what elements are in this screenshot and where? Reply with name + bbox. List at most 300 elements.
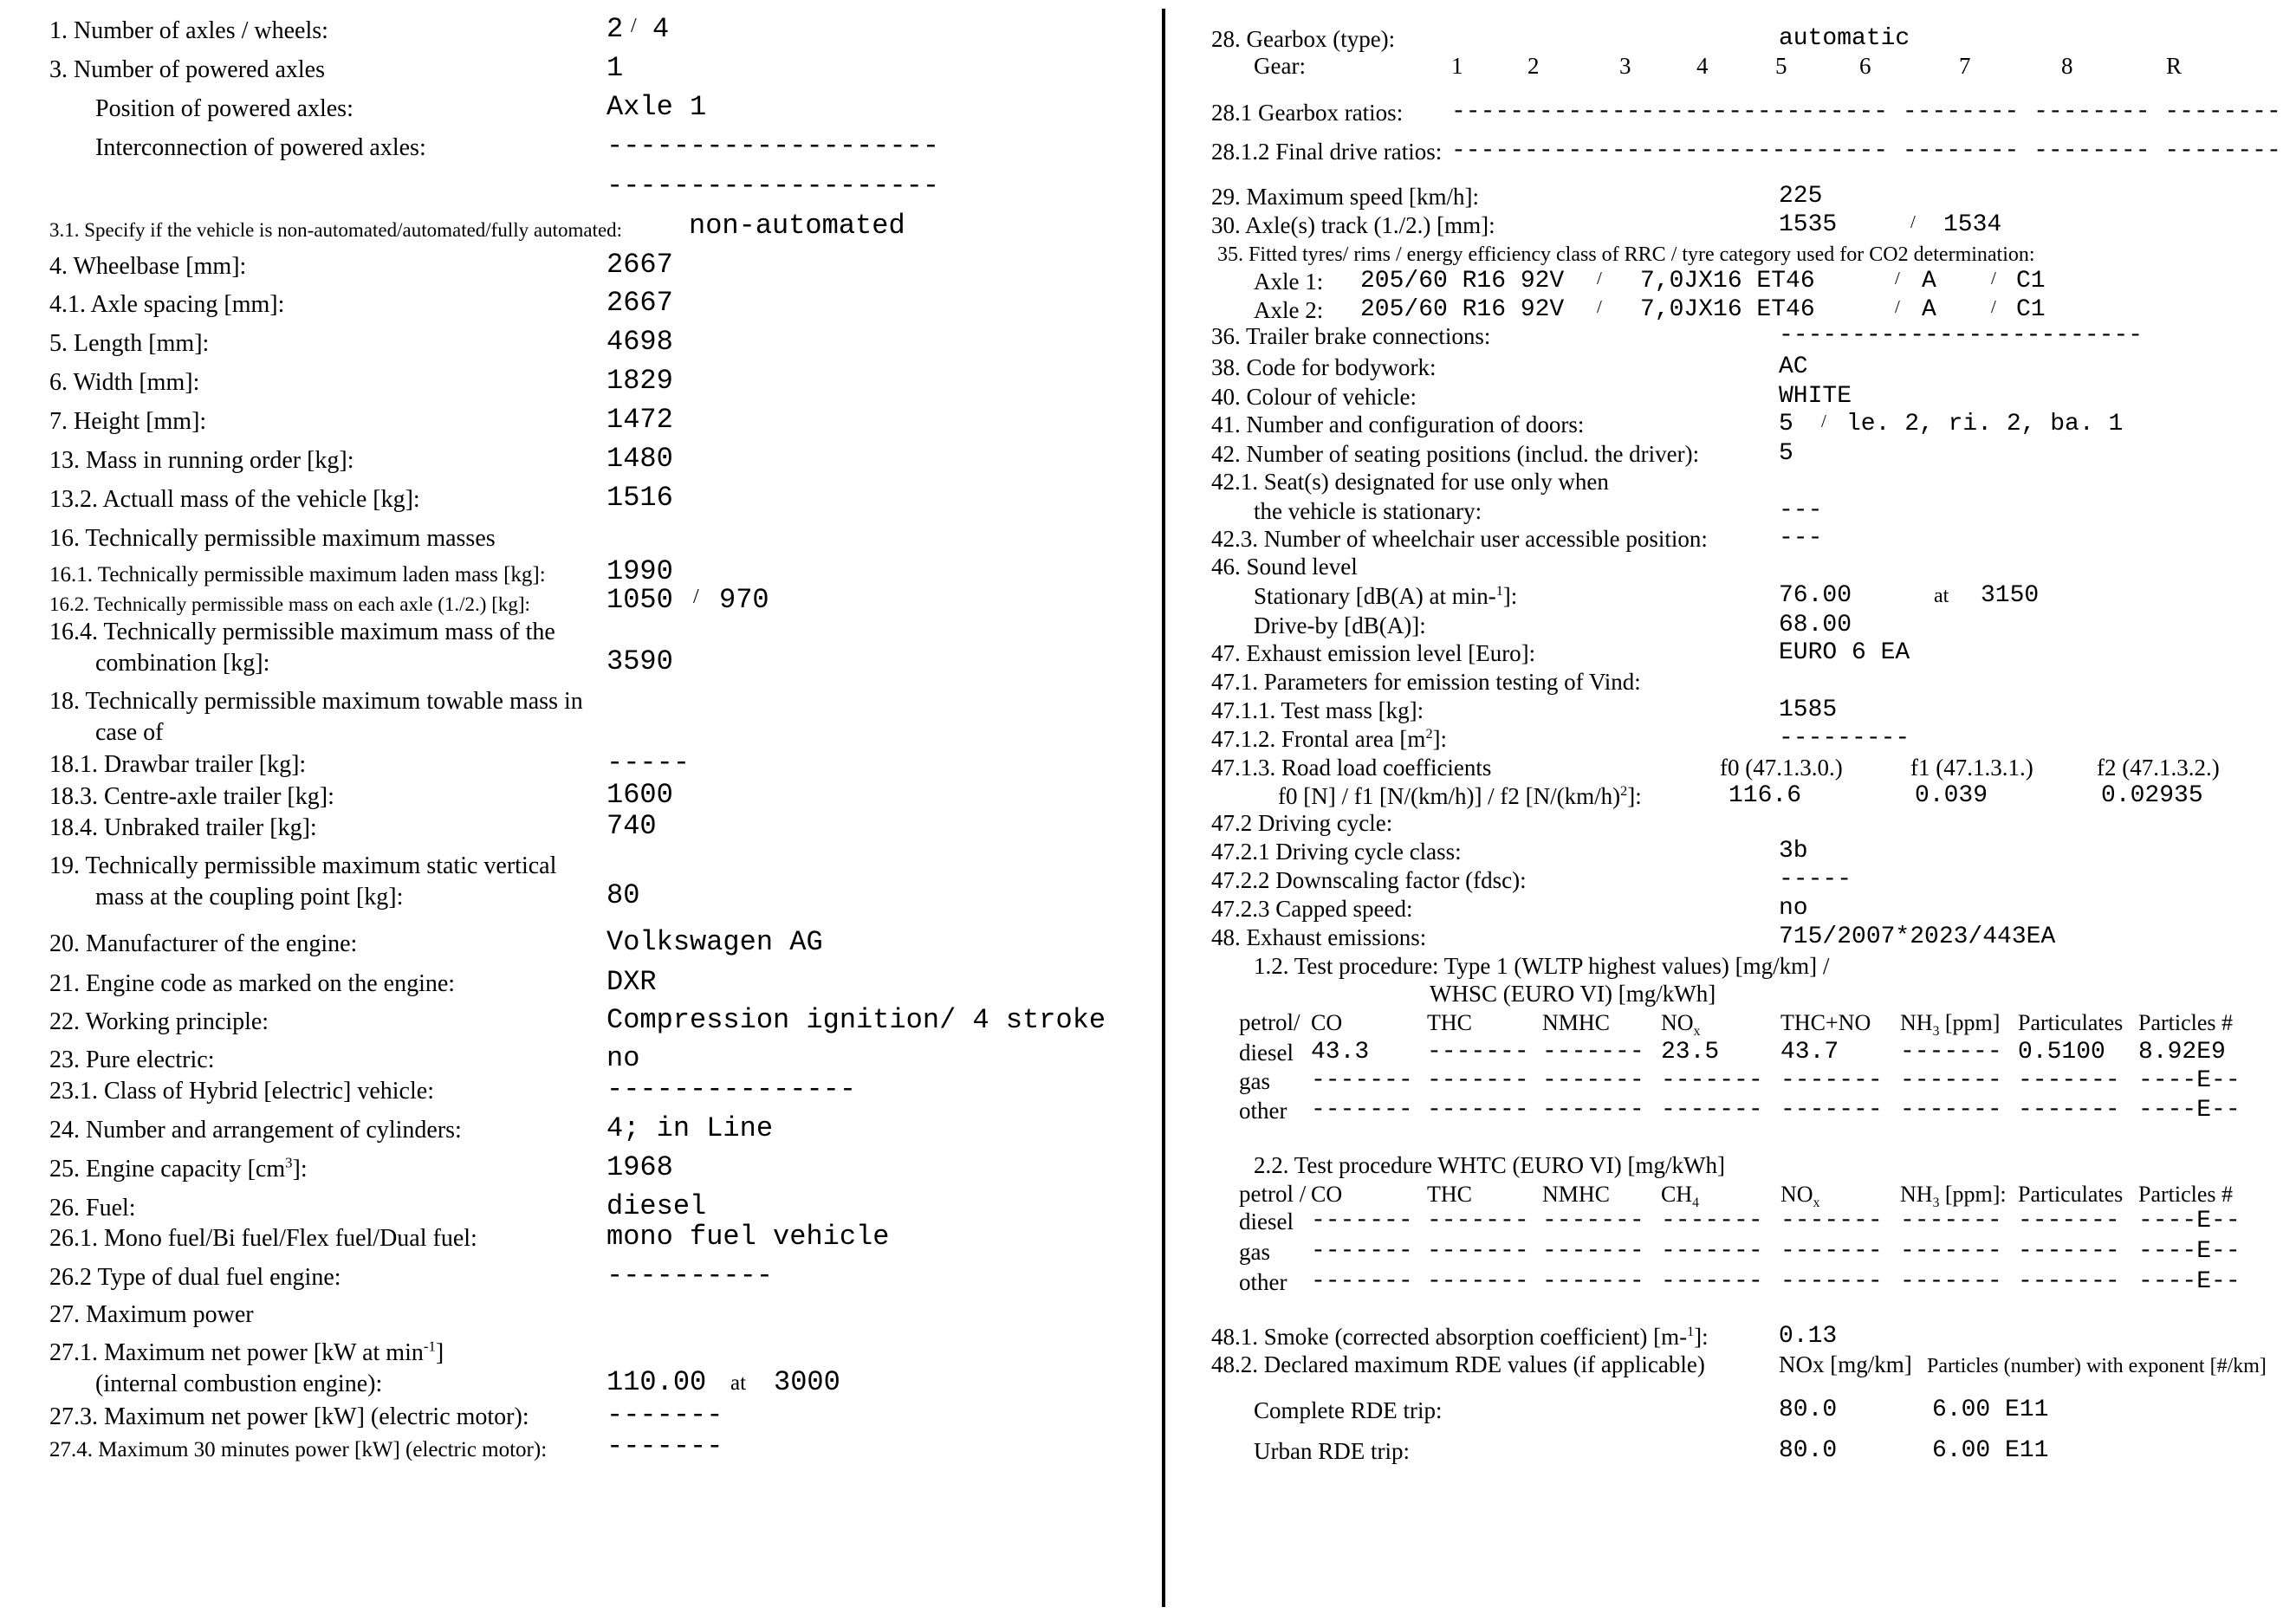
item-46-stationary-value-1: 76.00	[1779, 582, 1852, 609]
item-13-mass-running-order-value-1: 1480	[606, 443, 673, 475]
item-26-fuel-label: 26. Fuel:	[49, 1195, 136, 1221]
table-1-2-other-value-1: -------	[1311, 1097, 1413, 1124]
table-1-2-gas-value-3: -------	[1542, 1067, 1644, 1094]
table-1-2-gas-value-7: -------	[2018, 1067, 2120, 1094]
item-19-coupling-point-value	[49, 879, 1158, 915]
table-1-2-diesel-value-4: 23.5	[1661, 1039, 1720, 1066]
item-18-1-drawbar-trailer-label: 18.1. Drawbar trailer [kg]:	[49, 751, 307, 778]
table-2-2-gas-value-1: -------	[1311, 1238, 1413, 1265]
item-6-width	[49, 361, 1158, 400]
item-22-working-principle-label: 22. Working principle:	[49, 1008, 269, 1035]
item-3-powered-axles-label: 3. Number of powered axles	[49, 56, 326, 83]
table-1-2-header	[1211, 1011, 2296, 1040]
item-42-1-seats-stationary	[1211, 471, 2296, 499]
item-26-1-mono-fuel-value-1: mono fuel vehicle	[606, 1221, 890, 1253]
table-2-2-other-value-8: ----E--	[2138, 1268, 2241, 1295]
item-48-2-rde-header	[1211, 1351, 2296, 1382]
item-16-1-max-laden-mass-value-1: 1990	[606, 555, 673, 587]
table-1-2-header-value-6: $NH_3$ [ppm]	[1900, 1010, 2001, 1040]
item-46-stationary	[1211, 584, 2296, 613]
item-35-axle-1	[1211, 270, 2296, 299]
item-27-maximum-power-label: 27. Maximum power	[49, 1301, 254, 1328]
item-47-emission-level	[1211, 639, 2296, 671]
item-29-max-speed-value-1: 225	[1779, 183, 1823, 210]
table-2-2-other-value-7: -------	[2018, 1268, 2120, 1295]
item-4-1-axle-spacing-value-1: 2667	[606, 287, 673, 319]
item-28-gear-row-value-4: 4	[1696, 53, 1709, 79]
table-2-2-gas-value-5: -------	[1780, 1238, 1883, 1265]
item-47-2-1-cycle-class-label: 47.2.1 Driving cycle class:	[1211, 839, 1462, 865]
item-1-axles-wheels-value-2: /	[631, 15, 637, 37]
item-28-gearbox-type-value-1: automatic	[1779, 25, 1910, 52]
item-36-trailer-brake-label: 36. Trailer brake connections:	[1211, 323, 1491, 349]
item-28-1-2-final-drive-ratios-label: 28.1.2 Final drive ratios:	[1211, 139, 1443, 165]
item-16-1-max-laden-mass	[49, 556, 1158, 591]
item-47-1-parameters-label: 47.1. Parameters for emission testing of Vind:	[1211, 669, 1641, 695]
item-28-gear-row-value-1: 1	[1451, 53, 1463, 79]
item-18-4-unbraked-trailer	[49, 810, 1158, 846]
item-6-width-label: 6. Width [mm]:	[49, 369, 200, 396]
item-28-gear-row-value-8: 8	[2061, 53, 2073, 79]
item-42-seating-positions-value-1: 5	[1779, 440, 1793, 467]
item-27-1-ice-value	[49, 1366, 1158, 1402]
item-35-axle-1-value-7: C1	[2016, 268, 2046, 295]
item-16-2-mass-each-axle-value-2: /	[693, 586, 699, 608]
item-24-cylinders-label: 24. Number and arrangement of cylinders:	[49, 1117, 462, 1144]
item-48-2-2-test-procedure	[1211, 1128, 2296, 1183]
item-42-3-wheelchair	[1211, 525, 2296, 556]
item-1-axles-wheels	[49, 10, 1158, 49]
item-47-1-3-road-load-values-label: f0 [N] / f1 [N/(km/h)] / f2 $[N/(km/h)^2]$:	[1278, 783, 1642, 809]
table-2-2-diesel-value-8: ----E--	[2138, 1208, 2241, 1234]
item-42-1-seats-stationary-label: 42.1. Seat(s) designated for use only when	[1211, 469, 1609, 495]
table-2-2-header-value-3: NMHC	[1542, 1182, 1611, 1207]
table-2-2-other-value-3: -------	[1542, 1268, 1644, 1295]
item-18-case-of-label: case of	[95, 719, 164, 746]
table-1-2-other-value-6: -------	[1900, 1097, 2002, 1124]
table-2-2-diesel-value-5: -------	[1780, 1208, 1883, 1234]
item-41-doors-value-2: /	[1821, 411, 1826, 431]
item-41-doors-value-1: 5	[1779, 411, 1793, 437]
table-2-2-diesel-value-7: -------	[2018, 1208, 2120, 1234]
item-46-stationary-label: Stationary [dB(A) at min-$^1$]:	[1254, 583, 1518, 609]
item-48-1-2-test-procedure	[1211, 955, 2296, 983]
item-16-max-masses-label: 16. Technically permissible maximum masses	[49, 525, 496, 552]
table-2-2-header-value-6: $NH_3$ [ppm]:	[1900, 1182, 2007, 1211]
item-47-2-driving-cycle	[1211, 810, 2296, 840]
item-21-engine-code-label: 21. Engine code as marked on the engine:	[49, 970, 456, 997]
item-47-1-1-test-mass-value-1: 1585	[1779, 697, 1838, 723]
item-47-1-2-frontal-area-label: 47.1.2. Frontal area $[m^2]$:	[1211, 726, 1448, 752]
item-27-1-ice-value-value-2: at	[730, 1371, 747, 1395]
item-40-colour-value-1: WHITE	[1779, 383, 1852, 410]
table-1-2-diesel	[1211, 1040, 2296, 1070]
item-5-length-label: 5. Length [mm]:	[49, 330, 210, 357]
table-2-2-diesel	[1211, 1208, 2296, 1239]
item-7-height-value-1: 1472	[606, 404, 673, 436]
item-3-powered-axles-value-1: 1	[606, 52, 624, 84]
item-28-1-gearbox-ratios-label: 28.1 Gearbox ratios:	[1211, 100, 1404, 126]
item-35-axle-1-value-5: A	[1922, 268, 1936, 295]
item-22-working-principle-value-1: Compression ignition/ 4 stroke	[606, 1004, 1106, 1036]
item-48-exhaust-emissions-label: 48. Exhaust emissions:	[1211, 924, 1427, 950]
item-48-2-urban-rde	[1211, 1428, 2296, 1468]
item-38-bodywork-code-value-1: AC	[1779, 353, 1808, 380]
table-1-2-diesel-value-3: -------	[1542, 1039, 1644, 1066]
table-1-2-header-value-2: THC	[1427, 1010, 1472, 1035]
item-48-1-smoke-value-1: 0.13	[1779, 1323, 1838, 1350]
table-1-2-header-value-3: NMHC	[1542, 1010, 1611, 1035]
table-2-2-gas-value-6: -------	[1900, 1238, 2002, 1265]
item-47-2-2-downscaling-value-1: -----	[1779, 866, 1852, 893]
table-2-2-diesel-value-4: -------	[1661, 1208, 1763, 1234]
item-7-height-label: 7. Height [mm]:	[49, 408, 207, 435]
item-24-cylinders-value-1: 4; in Line	[606, 1112, 774, 1144]
left-column	[49, 0, 1158, 1466]
item-3-1-automation-value-1: non-automated	[689, 210, 905, 242]
item-21-engine-code	[49, 962, 1158, 1001]
item-4-1-axle-spacing-label: 4.1. Axle spacing [mm]:	[49, 291, 285, 318]
item-16-max-masses	[49, 517, 1158, 556]
table-1-2-header-value-1: CO	[1311, 1010, 1343, 1035]
item-3-powered-axles	[49, 49, 1158, 87]
item-5-length-value-1: 4698	[606, 326, 673, 358]
table-1-2-header-value-7: Particulates	[2018, 1010, 2124, 1035]
table-2-2-header-value-5: $NO_x$	[1780, 1182, 1820, 1211]
item-20-engine-manufacturer-label: 20. Manufacturer of the engine:	[49, 930, 358, 957]
item-47-1-3-road-load-headers-label: 47.1.3. Road load coefficients	[1211, 755, 1492, 781]
item-26-fuel-value-1: diesel	[606, 1190, 707, 1222]
item-13-2-actual-mass-value-1: 1516	[606, 482, 673, 514]
item-16-2-mass-each-axle-label: 16.2. Technically permissible mass on each axle (1./2.) [kg]:	[49, 593, 530, 615]
item-47-1-3-road-load-headers-value-2: f1 (47.1.3.1.)	[1910, 755, 2033, 781]
item-42-1-value-value-1: ---	[1779, 497, 1823, 524]
item-35-axle-2-value-2: /	[1597, 296, 1602, 317]
item-35-axle-2-value-7: C1	[2016, 296, 2046, 323]
item-27-4-30min-power	[49, 1430, 1158, 1466]
item-4-wheelbase	[49, 245, 1158, 284]
item-35-tyres-header	[1211, 243, 2296, 270]
item-24-cylinders	[49, 1109, 1158, 1148]
item-25-engine-capacity-value-1: 1968	[606, 1151, 673, 1183]
item-30-axle-track-value-2: /	[1910, 211, 1916, 232]
item-13-mass-running-order-label: 13. Mass in running order [kg]:	[49, 447, 354, 474]
table-2-2-diesel-value-3: -------	[1542, 1208, 1644, 1234]
item-48-2-complete-rde	[1211, 1382, 2296, 1428]
item-41-doors-value-3: le. 2, ri. 2, ba. 1	[1846, 411, 2124, 437]
table-1-2-diesel-value-2: -------	[1427, 1039, 1529, 1066]
item-40-colour	[1211, 385, 2296, 414]
item-20-engine-manufacturer-value-1: Volkswagen AG	[606, 926, 823, 958]
item-48-2-urban-rde-label: Urban RDE trip:	[1254, 1438, 1410, 1464]
item-29-max-speed-label: 29. Maximum speed [km/h]:	[1211, 184, 1479, 210]
item-16-2-mass-each-axle-value-3: 970	[719, 584, 769, 616]
item-47-2-3-capped-speed	[1211, 897, 2296, 926]
item-42-3-wheelchair-label: 42.3. Number of wheelchair user accessible position:	[1211, 526, 1708, 552]
item-46-stationary-value-3: 3150	[1981, 582, 2040, 609]
item-48-2-rde-header-label: 48.2. Declared maximum RDE values (if applicable)	[1211, 1351, 1705, 1377]
table-1-2-other-value-3: -------	[1542, 1097, 1644, 1124]
column-divider	[1162, 9, 1165, 1607]
item-16-4-max-mass-combination	[49, 619, 1158, 650]
item-42-seating-positions-label: 42. Number of seating positions (includ. the driver):	[1211, 441, 1700, 467]
item-28-gear-row-value-5: 5	[1775, 53, 1787, 79]
item-47-1-1-test-mass	[1211, 699, 2296, 728]
item-30-axle-track-value-3: 1534	[1943, 211, 2002, 238]
item-48-2-rde-header-value-2: Particles (number) with exponent [#/km]	[1927, 1355, 2267, 1377]
item-20-engine-manufacturer	[49, 915, 1158, 962]
item-18-3-centre-axle-trailer-label: 18.3. Centre-axle trailer [kg]:	[49, 783, 334, 810]
item-19-coupling-point-value-value-1: 80	[606, 879, 640, 911]
item-7-height	[49, 400, 1158, 439]
item-3-interconnection	[49, 126, 1158, 165]
item-35-axle-1-value-6: /	[1991, 268, 1996, 288]
item-6-width-value-1: 1829	[606, 365, 673, 397]
table-1-2-gas-value-6: -------	[1900, 1067, 2002, 1094]
item-28-gearbox-type-label: 28. Gearbox (type):	[1211, 26, 1396, 52]
item-27-3-electric-power-label: 27.3. Maximum net power [kW] (electric motor):	[49, 1403, 529, 1430]
item-48-exhaust-emissions	[1211, 923, 2296, 955]
table-2-2-gas-value-8: ----E--	[2138, 1238, 2241, 1265]
item-28-gear-row-label: Gear:	[1254, 53, 1306, 79]
item-3-1-automation-label: 3.1. Specify if the vehicle is non-automated/automated/fully automated:	[49, 219, 623, 241]
item-3-interconnection-line2	[49, 165, 1158, 205]
item-47-2-1-cycle-class-value-1: 3b	[1779, 838, 1808, 865]
table-1-2-diesel-value-6: -------	[1900, 1039, 2002, 1066]
item-48-2-urban-rde-value-1: 80.0	[1779, 1437, 1838, 1464]
item-35-axle-1-value-2: /	[1597, 268, 1602, 288]
table-1-2-other-value-2: -------	[1427, 1097, 1529, 1124]
item-26-1-mono-fuel-label: 26.1. Mono fuel/Bi fuel/Flex fuel/Dual fuel:	[49, 1225, 477, 1252]
item-3-position-powered-axles	[49, 87, 1158, 126]
item-35-axle-2-value-6: /	[1991, 296, 1996, 317]
item-46-drive-by-value-1: 68.00	[1779, 612, 1852, 638]
item-19-max-static-vertical-label: 19. Technically permissible maximum static vertical	[49, 852, 557, 879]
item-47-1-3-road-load-headers-value-1: f0 (47.1.3.0.)	[1720, 755, 1843, 781]
item-27-3-electric-power	[49, 1399, 1158, 1435]
item-18-4-unbraked-trailer-value-1: 740	[606, 810, 657, 842]
item-28-gear-row-value-9: R	[2166, 53, 2182, 79]
item-46-drive-by	[1211, 613, 2296, 643]
item-23-pure-electric-value-1: no	[606, 1042, 640, 1074]
table-1-2-gas-value-1: -------	[1311, 1067, 1413, 1094]
item-28-gear-row-value-2: 2	[1527, 53, 1540, 79]
table-2-2-diesel-label: diesel	[1239, 1209, 1294, 1234]
item-47-2-driving-cycle-label: 47.2 Driving cycle:	[1211, 810, 1393, 836]
table-2-2-gas-label: gas	[1239, 1239, 1270, 1265]
item-35-axle-2-value-3: 7,0JX16 ET46	[1640, 296, 1815, 323]
item-47-1-3-road-load-headers-value-3: f2 (47.1.3.2.)	[2097, 755, 2220, 781]
item-28-gear-row-value-6: 6	[1859, 53, 1871, 79]
table-2-2-other-value-4: -------	[1661, 1268, 1763, 1295]
item-18-case-of	[49, 719, 1158, 750]
item-48-1-2-whsc-label: WHSC (EURO VI) [mg/kWh]	[1430, 981, 1716, 1007]
item-48-1-smoke-label: 48.1. Smoke (corrected absorption coefficient) [m-$^1$]:	[1211, 1324, 1709, 1350]
item-18-max-towable-mass	[49, 681, 1158, 719]
item-18-max-towable-mass-label: 18. Technically permissible maximum towable mass in	[49, 688, 583, 715]
item-47-1-3-road-load-values-value-3: 0.02935	[2101, 782, 2203, 809]
item-38-bodywork-code-label: 38. Code for bodywork:	[1211, 354, 1437, 380]
item-27-1-ice-value-value-3: 3000	[774, 1366, 840, 1398]
item-28-1-2-final-drive-ratios-value-1: ------------------------------ -------- -------- --------	[1451, 138, 2281, 165]
item-47-1-2-frontal-area	[1211, 725, 2296, 756]
table-1-2-diesel-value-1: 43.3	[1311, 1039, 1370, 1066]
table-1-2-gas-value-2: -------	[1427, 1067, 1529, 1094]
item-3-1-automation	[49, 205, 1158, 245]
item-13-2-actual-mass-label: 13.2. Actuall mass of the vehicle [kg]:	[49, 486, 420, 513]
item-23-1-hybrid-class	[49, 1073, 1158, 1109]
table-2-2-gas-value-4: -------	[1661, 1238, 1763, 1265]
table-2-2-header-value-7: Particulates	[2018, 1182, 2124, 1207]
item-18-1-drawbar-trailer-value-1: -----	[606, 747, 691, 779]
item-26-2-dual-fuel-type	[49, 1256, 1158, 1295]
item-23-pure-electric	[49, 1040, 1158, 1078]
item-48-2-2-test-procedure-label: 2.2. Test procedure WHTC (EURO VI) [mg/kWh]	[1254, 1152, 1725, 1178]
item-47-1-3-road-load-headers	[1211, 756, 2296, 785]
item-16-2-mass-each-axle-value-1: 1050	[606, 584, 673, 616]
table-2-2-other-label: other	[1239, 1269, 1287, 1295]
item-47-2-2-downscaling-label: 47.2.2 Downscaling factor (fdsc):	[1211, 867, 1527, 893]
table-1-2-gas-label: gas	[1239, 1068, 1270, 1094]
table-2-2-header-label: petrol /	[1239, 1181, 1307, 1207]
item-46-stationary-value-2: at	[1934, 585, 1949, 607]
item-25-engine-capacity-label: 25. Engine capacity $[cm^3]$:	[49, 1154, 308, 1183]
item-35-axle-2-value-5: A	[1922, 296, 1936, 323]
item-27-1-max-net-power	[49, 1332, 1158, 1371]
item-22-working-principle	[49, 1001, 1158, 1040]
item-1-axles-wheels-value-1: 2	[606, 13, 624, 45]
item-47-1-3-road-load-values-value-1: 116.6	[1728, 782, 1802, 809]
item-4-1-axle-spacing	[49, 284, 1158, 322]
item-28-gear-row-value-7: 7	[1959, 53, 1971, 79]
item-26-2-dual-fuel-type-label: 26.2 Type of dual fuel engine:	[49, 1264, 341, 1291]
item-35-tyres-header-label: 35. Fitted tyres/ rims / energy efficiency class of RRC / tyre category used for CO2 determination:	[1217, 243, 2035, 266]
item-35-axle-2-value-4: /	[1895, 296, 1900, 317]
table-2-2-diesel-value-6: -------	[1900, 1208, 2002, 1234]
table-1-2-diesel-value-8: 8.92E9	[2138, 1039, 2226, 1066]
table-1-2-other-value-5: -------	[1780, 1097, 1883, 1124]
item-3-interconnection-line2-value-0: --------------------	[606, 170, 940, 202]
item-4-wheelbase-label: 4. Wheelbase [mm]:	[49, 253, 247, 280]
table-2-2-other-value-2: -------	[1427, 1268, 1529, 1295]
item-30-axle-track-value-1: 1535	[1779, 211, 1838, 238]
item-41-doors	[1211, 411, 2296, 442]
item-48-1-2-test-procedure-label: 1.2. Test procedure: Type 1 (WLTP highest values) [mg/km] /	[1254, 953, 1830, 979]
item-26-1-mono-fuel	[49, 1221, 1158, 1256]
table-1-2-other-value-4: -------	[1661, 1097, 1763, 1124]
item-4-wheelbase-value-1: 2667	[606, 249, 673, 281]
table-2-2-header-value-2: THC	[1427, 1182, 1472, 1207]
table-2-2-other-value-6: -------	[1900, 1268, 2002, 1295]
item-28-gear-row-value-3: 3	[1619, 53, 1631, 79]
item-47-1-parameters	[1211, 671, 2296, 699]
item-13-mass-running-order	[49, 439, 1158, 478]
table-1-2-header-label: petrol/	[1239, 1009, 1300, 1035]
table-1-2-other-value-7: -------	[2018, 1097, 2120, 1124]
item-40-colour-label: 40. Colour of vehicle:	[1211, 384, 1417, 410]
item-41-doors-label: 41. Number and configuration of doors:	[1211, 411, 1585, 437]
item-26-fuel	[49, 1187, 1158, 1226]
table-1-2-diesel-value-7: 0.5100	[2018, 1039, 2105, 1066]
item-35-axle-2-label: Axle 2:	[1254, 297, 1324, 323]
item-35-axle-1-value-1: 205/60 R16 92V	[1360, 268, 1565, 295]
table-2-2-header-value-1: CO	[1311, 1182, 1343, 1207]
item-16-1-max-laden-mass-label: 16.1. Technically permissible maximum laden mass [kg]:	[49, 563, 546, 586]
item-36-trailer-brake-value-1: -------------------------	[1779, 322, 2144, 349]
item-19-coupling-point-value-label: mass at the coupling point [kg]:	[95, 884, 404, 910]
table-1-2-other-label: other	[1239, 1098, 1287, 1124]
item-35-axle-1-label: Axle 1:	[1254, 269, 1324, 295]
item-27-4-30min-power-label: 27.4. Maximum 30 minutes power [kW] (electric motor):	[49, 1438, 548, 1461]
item-47-1-2-frontal-area-value-1: ---------	[1779, 725, 1910, 752]
item-18-3-centre-axle-trailer-value-1: 1600	[606, 779, 673, 811]
right-column	[1211, 0, 2296, 1468]
table-2-2-diesel-value-2: -------	[1427, 1208, 1529, 1234]
item-23-pure-electric-label: 23. Pure electric:	[49, 1047, 215, 1073]
item-18-1-drawbar-trailer	[49, 747, 1158, 782]
item-42-1-value-label: the vehicle is stationary:	[1254, 498, 1482, 524]
item-47-2-2-downscaling	[1211, 866, 2296, 897]
table-1-2-diesel-value-5: 43.7	[1780, 1039, 1839, 1066]
item-18-3-centre-axle-trailer	[49, 779, 1158, 814]
table-1-2-header-value-8: Particles #	[2138, 1010, 2234, 1035]
table-2-2-gas-value-2: -------	[1427, 1238, 1529, 1265]
item-28-gearbox-type	[1211, 25, 2296, 56]
item-48-2-complete-rde-label: Complete RDE trip:	[1254, 1397, 1443, 1423]
item-3-interconnection-value-1: --------------------	[606, 130, 940, 162]
table-2-2-gas-value-7: -------	[2018, 1238, 2120, 1265]
table-2-2-header-value-8: Particles #	[2138, 1182, 2234, 1207]
item-35-axle-2-value-1: 205/60 R16 92V	[1360, 296, 1565, 323]
item-42-3-wheelchair-value-1: ---	[1779, 525, 1823, 552]
item-3-position-powered-axles-value-1: Axle 1	[606, 91, 707, 123]
item-35-axle-1-value-4: /	[1895, 268, 1900, 288]
item-47-emission-level-label: 47. Exhaust emission level [Euro]:	[1211, 640, 1536, 666]
item-48-2-complete-rde-value-2: 6.00 E11	[1932, 1396, 2049, 1423]
item-16-4-combination-value-value-1: 3590	[606, 645, 673, 677]
item-16-2-mass-each-axle	[49, 584, 1158, 619]
table-1-2-other-value-8: ----E--	[2138, 1097, 2241, 1124]
item-23-1-hybrid-class-label: 23.1. Class of Hybrid [electric] vehicle:	[49, 1078, 434, 1105]
item-42-1-value	[1211, 499, 2296, 528]
table-2-2-gas	[1211, 1239, 2296, 1269]
item-28-1-2-final-drive-ratios	[1211, 130, 2296, 169]
item-1-axles-wheels-label: 1. Number of axles / wheels:	[49, 17, 328, 44]
item-48-1-smoke	[1211, 1299, 2296, 1354]
table-1-2-gas	[1211, 1067, 2296, 1098]
item-28-gear-row	[1211, 53, 2296, 83]
item-25-engine-capacity	[49, 1148, 1158, 1187]
item-18-4-unbraked-trailer-label: 18.4. Unbraked trailer [kg]:	[49, 814, 317, 841]
item-3-interconnection-label: Interconnection of powered axles:	[95, 134, 426, 161]
table-2-2-other-value-5: -------	[1780, 1268, 1883, 1295]
item-13-2-actual-mass	[49, 478, 1158, 517]
item-48-2-urban-rde-value-2: 6.00 E11	[1932, 1437, 2049, 1464]
item-42-seating-positions	[1211, 442, 2296, 471]
table-2-2-header-value-4: $CH_4$	[1661, 1182, 1699, 1211]
item-47-emission-level-value-1: EURO 6 EA	[1779, 639, 1910, 666]
item-5-length	[49, 322, 1158, 361]
item-21-engine-code-value-1: DXR	[606, 966, 657, 998]
table-2-2-other-value-1: -------	[1311, 1268, 1413, 1295]
table-2-2-diesel-value-1: -------	[1311, 1208, 1413, 1234]
table-2-2-other	[1211, 1269, 2296, 1299]
table-1-2-diesel-label: diesel	[1239, 1040, 1294, 1066]
item-35-axle-1-value-3: 7,0JX16 ET46	[1640, 268, 1815, 295]
table-1-2-header-value-5: THC+NO	[1780, 1010, 1871, 1035]
item-27-1-max-net-power-label: 27.1. Maximum net power [kW at $\min^{-1}$]	[49, 1338, 444, 1366]
item-1-axles-wheels-value-3: 4	[652, 13, 670, 45]
